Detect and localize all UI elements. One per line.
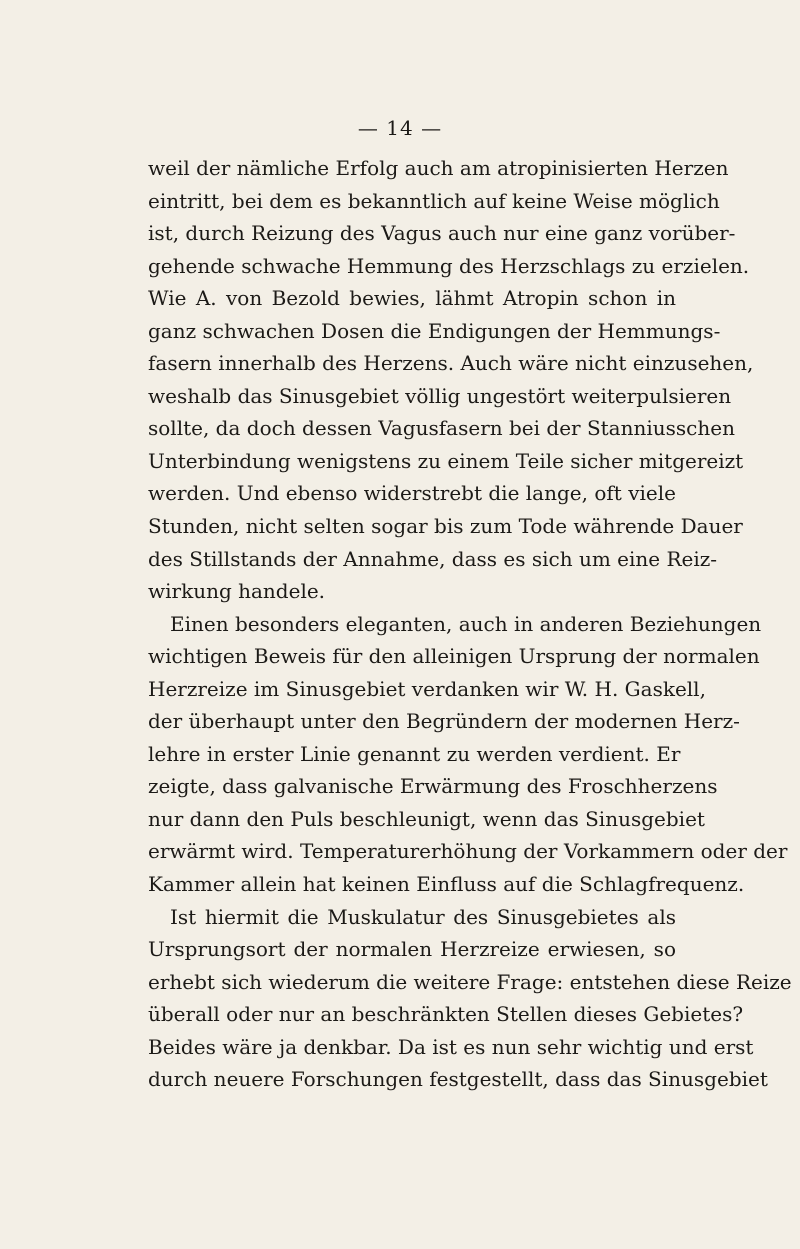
text-line: der überhaupt unter den Begründern der modernen Herz- [148,709,740,734]
text-line: Unterbindung wenigstens zu einem Teile sicher mitgereizt [148,448,744,473]
text-line: Stunden, nicht selten sogar bis zum Tode währende Dauer [148,514,743,539]
text-line: eintritt, bei dem es bekanntlich auf keine Weise möglich [148,188,720,213]
text-line: wichtigen Beweis für den alleinigen Ursprung der normalen [148,644,760,669]
text-line: werden. Und ebenso widerstrebt die lange, oft viele [148,481,676,506]
text-line: weshalb das Sinusgebiet völlig ungestört weiterpulsieren [148,383,732,408]
text-line: gehende schwache Hemmung des Herzschlags zu erzielen. [148,253,750,278]
text-line: wirkung handele. [148,579,326,604]
text-line: lehre in erster Linie genannt zu werden verdient. Er [148,741,681,766]
text-line: überall oder nur an beschränkten Stellen dieses Gebietes? [148,1002,744,1027]
text-line: sollte, da doch dessen Vagusfasern bei der Stanniusschen [148,416,735,441]
page-number: — 14 — [357,116,443,140]
text-line: weil der nämliche Erfolg auch am atropinisierten Herzen [148,156,729,180]
text-line: des Stillstands der Annahme, dass es sich um eine Reiz- [148,546,718,571]
text-line: Ursprungsort der normalen Herzreize erwiesen, so [148,937,676,962]
text-line: Wie A. von Bezold bewies, lähmt Atropin schon in [148,286,676,311]
text-line: nur dann den Puls beschleunigt, wenn das Sinusgebiet [148,806,705,831]
text-line: Herzreize im Sinusgebiet verdanken wir W. H. Gaskell, [148,676,706,701]
text-line: Beides wäre ja denkbar. Da ist es nun sehr wichtig und erst [148,1034,754,1059]
text-line: Ist hiermit die Muskulatur des Sinusgebietes als [170,904,676,929]
text-line: erwärmt wird. Temperaturerhöhung der Vorkammern oder der [148,839,788,864]
text-line: zeigte, dass galvanische Erwärmung des Froschherzens [148,774,718,799]
body-text [148,152,792,1096]
text-line: fasern innerhalb des Herzens. Auch wäre nicht einzusehen, [148,351,754,376]
text-line: Kammer allein hat keinen Einfluss auf die Schlagfrequenz. [148,872,745,897]
text-line: ist, durch Reizung des Vagus auch nur eine ganz vorüber- [148,221,736,246]
text-line: ganz schwachen Dosen die Endigungen der Hemmungs- [148,318,721,343]
text-line: Einen besonders eleganten, auch in anderen Beziehungen [170,611,762,636]
text-line: erhebt sich wiederum die weitere Frage: entstehen diese Reize [148,969,792,994]
text-line: durch neuere Forschungen festgestellt, dass das Sinusgebiet [148,1067,768,1092]
